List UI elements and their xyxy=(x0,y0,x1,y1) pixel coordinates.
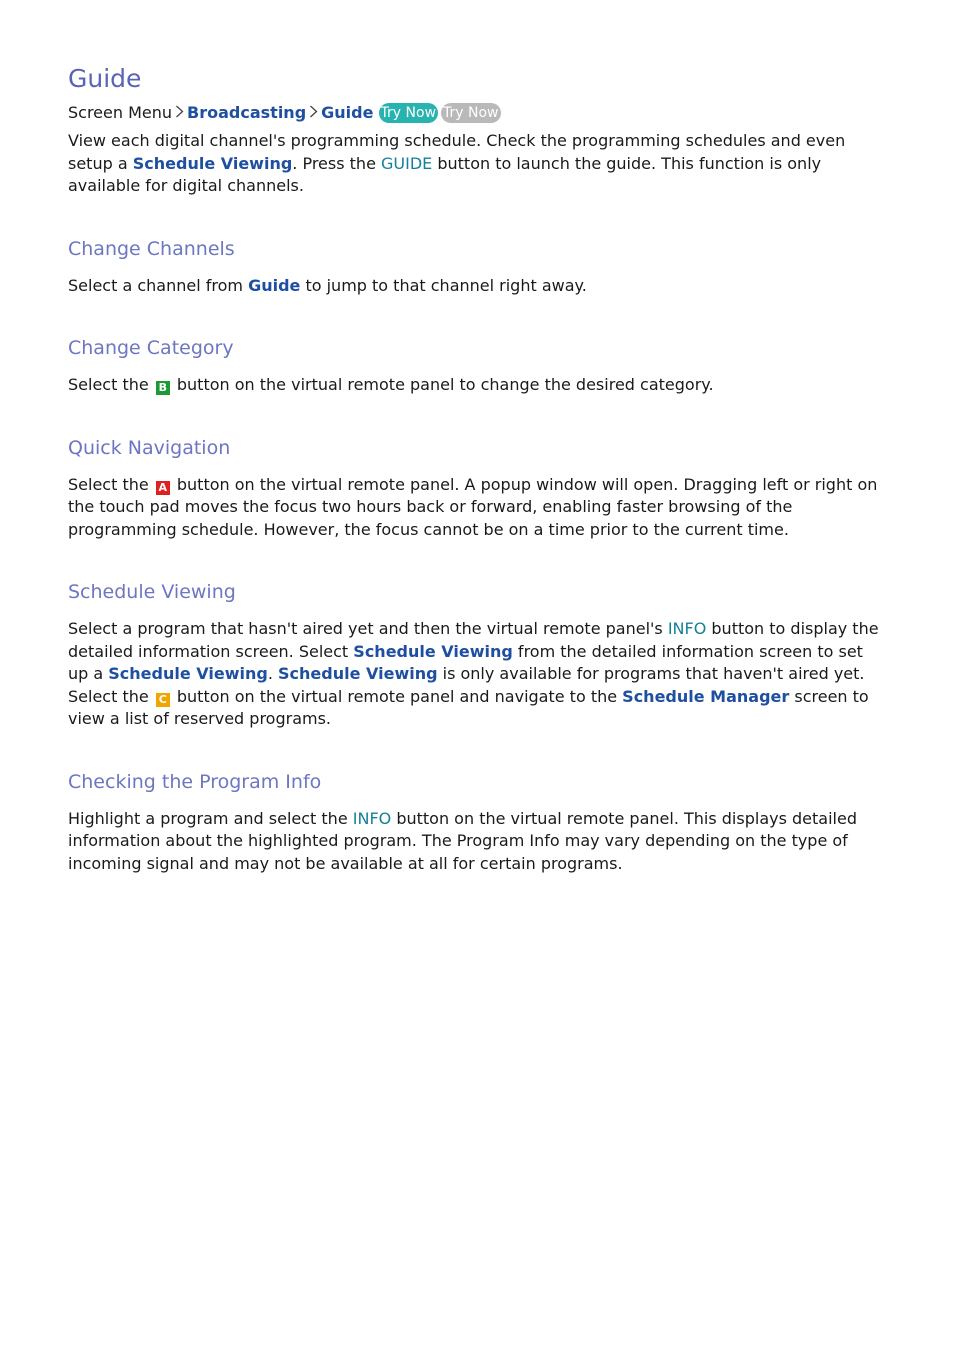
breadcrumb-root: Screen Menu xyxy=(68,103,173,122)
try-now-button-disabled[interactable]: Try Now xyxy=(443,105,499,121)
breadcrumb-link-broadcasting[interactable]: Broadcasting xyxy=(187,103,307,122)
section-quick-navigation xyxy=(68,435,884,542)
section-paragraph: Select a program that hasn't aired yet and then the virtual remote panel's INFO button to display the detailed information screen. Select Schedule Viewing from the detailed information screen to set up a Schedule Viewing. Schedule Viewing is only available for programs that haven't aired yet. Select the C button on the virtual remote panel and navigate to the Schedule Manager screen to view a list of reserved programs. xyxy=(68,619,879,728)
chevron-right-icon xyxy=(175,102,184,124)
schedule-viewing-link[interactable]: Schedule Viewing xyxy=(108,664,268,683)
section-program-info xyxy=(68,769,884,876)
try-now-button[interactable]: Try Now xyxy=(380,105,437,121)
section-change-channels xyxy=(68,236,884,298)
schedule-viewing-link[interactable]: Schedule Viewing xyxy=(353,641,513,661)
section-paragraph: Select the A button on the virtual remote panel. A popup window will open. Dragging left or right on the touch pad moves the focus two hours back or forward, enabling faster browsing of the programming schedule. However, the focus cannot be on a time prior to the current time. xyxy=(68,474,878,539)
section-schedule-viewing xyxy=(68,579,884,731)
breadcrumb-link-guide[interactable]: Guide xyxy=(321,103,374,122)
section-change-category xyxy=(68,335,884,397)
intro-paragraph: View each digital channel's programming schedule. Check the programming schedules and even setup a Schedule Viewing. Press the GUIDE button to launch the guide. This function is only available for digital channels. xyxy=(68,131,846,195)
guide-link[interactable]: Guide xyxy=(248,275,301,295)
a-button-icon: A xyxy=(156,481,170,495)
section-heading: Schedule Viewing xyxy=(68,581,236,603)
section-paragraph: Select a channel from Guide to jump to that channel right away. xyxy=(68,275,587,295)
b-button-icon: B xyxy=(156,381,170,395)
section-heading: Quick Navigation xyxy=(68,436,231,459)
info-keyword: INFO xyxy=(667,619,707,638)
chevron-right-icon xyxy=(309,102,318,124)
section-heading: Change Channels xyxy=(68,237,235,260)
info-keyword: INFO xyxy=(352,808,392,828)
section-paragraph: Select the B button on the virtual remote panel to change the desired category. xyxy=(68,375,714,394)
page-title: Guide xyxy=(68,64,142,93)
guide-keyword: GUIDE xyxy=(381,153,433,173)
section-paragraph: Highlight a program and select the INFO button on the virtual remote panel. This displays detailed information about the highlighted program. The Program Info may vary depending on the type of incoming signal and may not be available at all for certain programs. xyxy=(68,808,857,873)
schedule-viewing-link[interactable]: Schedule Viewing xyxy=(132,153,293,173)
schedule-viewing-link[interactable]: Schedule Viewing xyxy=(278,664,438,683)
manual-page xyxy=(68,60,884,875)
c-button-icon: C xyxy=(156,693,170,707)
breadcrumb xyxy=(68,102,884,124)
schedule-manager-link[interactable]: Schedule Manager xyxy=(622,686,790,706)
section-heading: Change Category xyxy=(68,337,234,359)
section-heading: Checking the Program Info xyxy=(68,770,322,793)
